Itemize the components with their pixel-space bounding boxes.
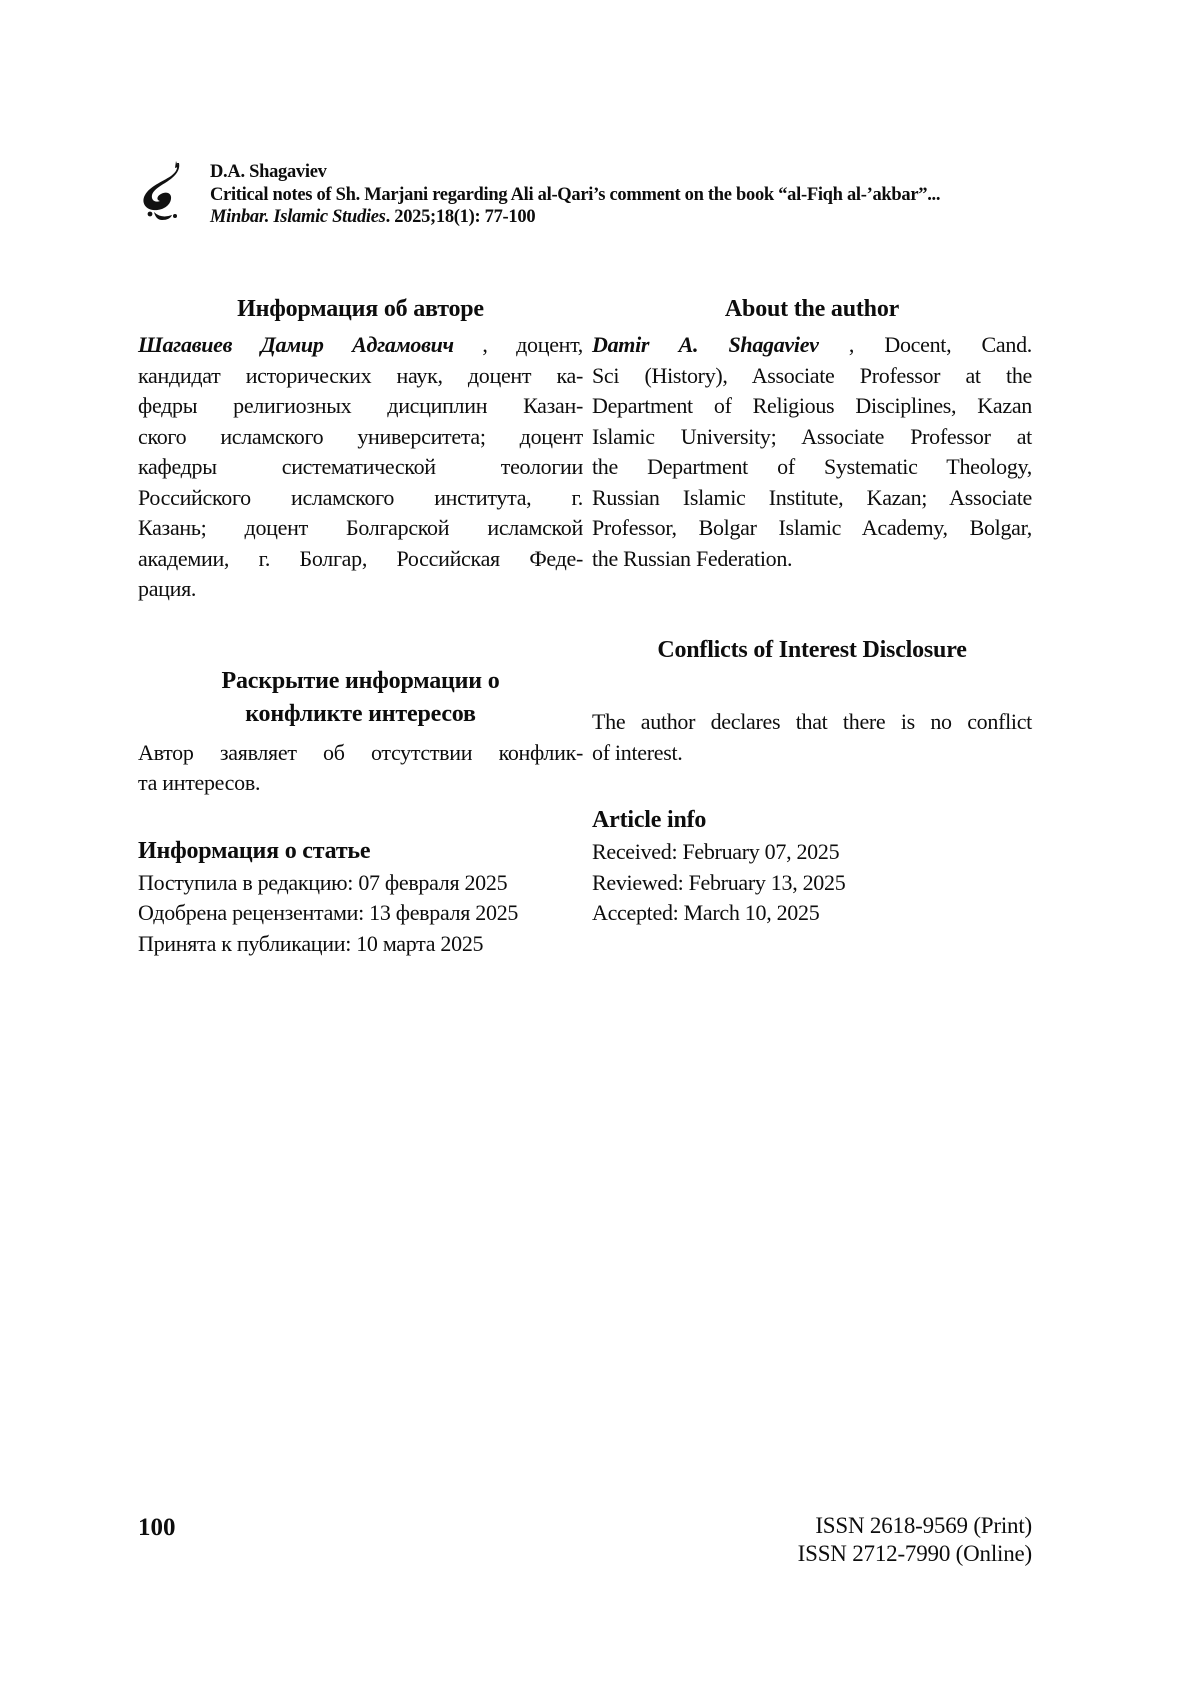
text-line xyxy=(592,483,1032,514)
text-line xyxy=(592,707,1032,738)
text-segment: Received: February 07, 2025 xyxy=(592,839,840,864)
text-segment: The author declares that there is no conflict xyxy=(592,709,1032,734)
text-line xyxy=(138,929,583,960)
conflict-heading-ru-line2: конфликте интересов xyxy=(245,700,476,727)
text-segment: Sci (History), Associate Professor at the xyxy=(592,362,1032,388)
text-segment: Professor, Bolgar Islamic Academy, Bolgar, xyxy=(592,515,1032,540)
text-line xyxy=(138,513,583,544)
text-line xyxy=(138,544,583,575)
text-line xyxy=(138,391,583,422)
text-segment: Казань; доцент Болгарской исламской xyxy=(138,515,583,540)
about-author-heading-ru: Информация об авторе xyxy=(237,296,484,322)
running-head-author: D.A. Shagaviev xyxy=(210,162,327,182)
text-segment: , доцент, xyxy=(482,332,583,357)
article-info-heading-en: Article info xyxy=(592,807,707,833)
text-line xyxy=(592,868,1032,899)
text-segment: of interest. xyxy=(592,739,683,765)
article-info-heading-ru: Информация о статье xyxy=(138,837,371,864)
column-russian xyxy=(138,293,583,959)
conflict-heading-ru-line1: Раскрытие информации о xyxy=(221,667,500,694)
text-segment: , Docent, Cand. xyxy=(848,332,1032,357)
issn-online: ISSN 2712-7990 (Online) xyxy=(797,1540,1032,1566)
journal-ref-issue: . 2025;18(1): 77-100 xyxy=(385,207,536,227)
text-segment: Reviewed: February 13, 2025 xyxy=(592,869,846,895)
text-line xyxy=(592,837,1032,868)
text-line xyxy=(138,898,583,929)
text-line xyxy=(592,513,1032,544)
text-line xyxy=(138,738,583,769)
about-author-paragraph-ru xyxy=(138,330,583,605)
page-number: 100 xyxy=(138,1514,176,1541)
conflict-heading-en-line1: Conflicts of Interest Disclosure xyxy=(657,637,967,663)
about-author-paragraph-en xyxy=(592,330,1032,574)
text-line xyxy=(592,452,1032,483)
text-segment: Department of Religious Disciplines, Kazan xyxy=(592,393,1032,418)
text-segment: ского исламского университета; доцент xyxy=(138,423,583,449)
text-line xyxy=(138,768,583,799)
article-info-dates-en xyxy=(592,837,1032,929)
text-segment: Russian Islamic Institute, Kazan; Associate xyxy=(592,484,1032,510)
text-segment: кафедры систематической теологии xyxy=(138,454,583,479)
text-line xyxy=(138,574,583,605)
text-segment: кандидат исторических наук, доцент ка- xyxy=(138,362,583,388)
text-line xyxy=(592,898,1032,929)
text-segment: та интересов. xyxy=(138,770,261,795)
issn-block xyxy=(798,1512,1032,1567)
text-line xyxy=(592,330,1032,361)
issn-print: ISSN 2618-9569 (Print) xyxy=(815,1513,1032,1538)
conflict-paragraph-en xyxy=(592,707,1032,768)
about-author-heading-en: About the author xyxy=(724,296,900,322)
conflict-heading-en xyxy=(592,634,1032,700)
journal-name-italic: Minbar. Islamic Studies xyxy=(210,207,386,227)
article-info-dates-ru xyxy=(138,868,583,960)
text-line xyxy=(592,738,1032,769)
text-line xyxy=(138,483,583,514)
text-line xyxy=(592,361,1032,392)
text-segment: академии, г. Болгар, Российская Феде- xyxy=(138,545,583,571)
text-segment: Одобрена рецензентами: 13 февраля 2025 xyxy=(138,900,519,925)
running-head xyxy=(210,161,940,229)
text-segment: Islamic University; Associate Professor at xyxy=(592,423,1032,449)
text-line xyxy=(138,330,583,361)
text-line xyxy=(138,361,583,392)
text-segment: the Russian Federation. xyxy=(592,545,793,571)
minbar-journal-logo-icon xyxy=(138,160,186,220)
text-line xyxy=(592,391,1032,422)
author-name-emphasis: Damir A. Shagaviev xyxy=(592,332,819,357)
text-segment: Accepted: March 10, 2025 xyxy=(592,900,820,925)
text-line xyxy=(138,452,583,483)
text-line xyxy=(592,422,1032,453)
conflict-heading-ru xyxy=(138,665,583,731)
running-head-journal-ref xyxy=(210,206,940,229)
column-english xyxy=(592,293,1032,929)
text-segment: рация. xyxy=(138,576,197,601)
text-line xyxy=(592,544,1032,575)
text-segment: the Department of Systematic Theology, xyxy=(592,454,1032,479)
text-line xyxy=(138,868,583,899)
text-segment: Принята к публикации: 10 марта 2025 xyxy=(138,930,484,956)
text-segment: Российского исламского института, г. xyxy=(138,484,583,510)
text-segment: Поступила в редакцию: 07 февраля 2025 xyxy=(138,869,508,895)
text-segment: Автор заявляет об отсутствии конфлик- xyxy=(138,739,583,765)
conflict-paragraph-ru xyxy=(138,738,583,799)
text-line xyxy=(138,422,583,453)
text-segment: федры религиозных дисциплин Казан- xyxy=(138,393,583,418)
author-name-emphasis: Шагавиев Дамир Адгамович xyxy=(138,332,454,357)
running-head-title: Critical notes of Sh. Marjani regarding Ali al-Qari’s comment on the book “al-Fiqh al-’akbar”... xyxy=(210,184,941,205)
